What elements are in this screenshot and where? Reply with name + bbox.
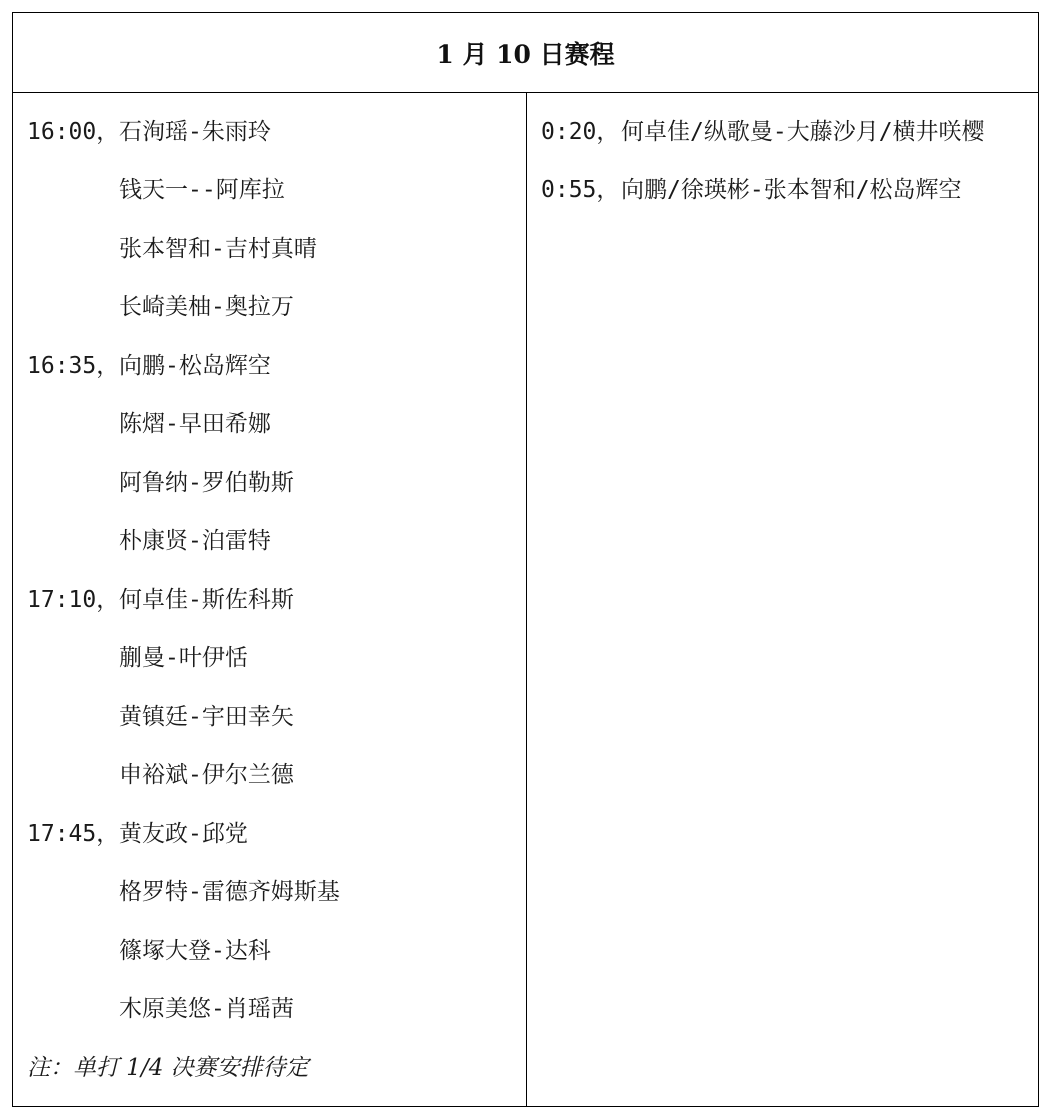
schedule-line: 阿鲁纳-罗伯勒斯	[119, 470, 294, 496]
schedule-table	[12, 12, 1039, 1107]
schedule-line: 申裕斌-伊尔兰德	[119, 762, 294, 788]
schedule-line: 16:00，石洵瑶-朱雨玲	[27, 119, 271, 145]
schedule-line: 钱天一--阿库拉	[119, 177, 285, 203]
schedule-note: 注：单打 1/4 决赛安排待定	[27, 1055, 309, 1081]
schedule-line: 17:45，黄友政-邱党	[27, 821, 248, 847]
schedule-line: 木原美悠-肖瑶茜	[119, 996, 294, 1022]
schedule-line: 篠塚大登-达科	[119, 938, 271, 964]
schedule-line: 陈熠-早田希娜	[119, 411, 271, 437]
schedule-line: 格罗特-雷德齐姆斯基	[119, 879, 340, 905]
schedule-line: 16:35，向鹏-松岛辉空	[27, 353, 271, 379]
schedule-line: 张本智和-吉村真晴	[119, 236, 317, 262]
schedule-line: 长崎美柚-奥拉万	[119, 294, 294, 320]
schedule-line: 朴康贤-泊雷特	[119, 528, 271, 554]
schedule-title: 1 月 10 日赛程	[13, 13, 1038, 93]
right-column	[527, 93, 1038, 1106]
schedule-line: 蒯曼-叶伊恬	[119, 645, 248, 671]
schedule-line: 黄镇廷-宇田幸矢	[119, 704, 294, 730]
left-column	[13, 93, 527, 1106]
schedule-line: 17:10，何卓佳-斯佐科斯	[27, 587, 294, 613]
schedule-line: 0:55，向鹏/徐瑛彬-张本智和/松岛辉空	[541, 177, 962, 203]
schedule-line: 0:20，何卓佳/纵歌曼-大藤沙月/横井咲樱	[541, 119, 985, 145]
